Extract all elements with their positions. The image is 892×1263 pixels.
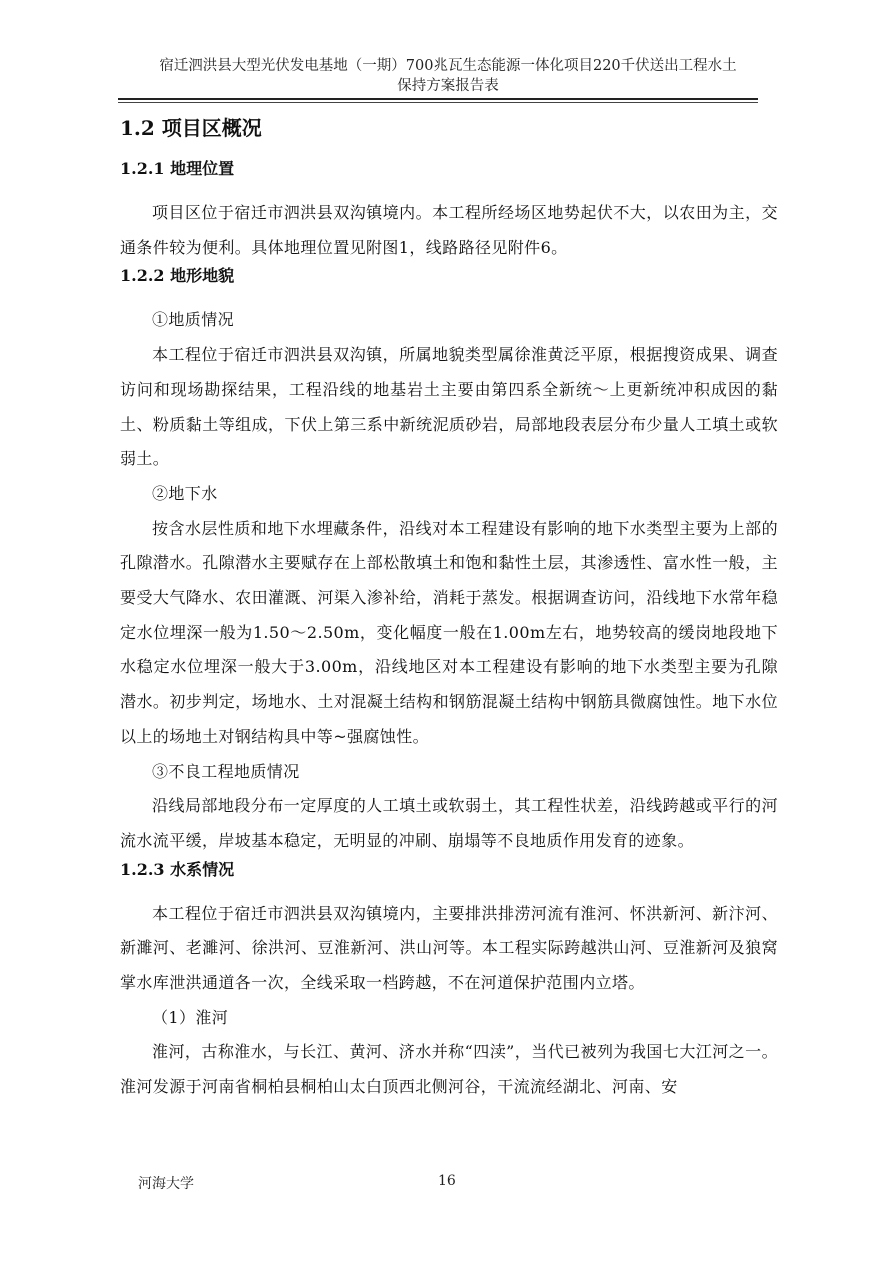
running-header-line-1: 宿迁泗洪县大型光伏发电基地（一期）700兆瓦生态能源一体化项目220千伏送出工程水土 bbox=[159, 58, 737, 74]
paragraph-location: 项目区位于宿迁市泗洪县双沟镇境内。本工程所经场区地势起伏不大，以农田为主，交通条件较为便利。具体地理位置见附图1，线路路径见附件6。 bbox=[120, 203, 778, 257]
subsection-title-location: 1.2.1 地理位置 bbox=[120, 159, 235, 178]
body-content bbox=[120, 110, 778, 1105]
item-huai-river: （1）淮河 bbox=[152, 1007, 229, 1027]
item-groundwater: ②地下水 bbox=[152, 483, 218, 503]
paragraph-geology: 本工程位于宿迁市泗洪县双沟镇，所属地貌类型属徐淮黄泛平原，根据搜资成果、调查访问和现场勘探结果，工程沿线的地基岩土主要由第四系全新统～上更新统冲积成因的黏土、粉质黏土等组成，下伏上第三系中新统泥质砂岩，局部地段表层分布少量人工填土或软弱土。 bbox=[120, 345, 778, 469]
subsection-title-water-system: 1.2.3 水系情况 bbox=[120, 859, 235, 879]
running-header bbox=[118, 56, 778, 96]
section-title: 1.2 项目区概况 bbox=[120, 116, 262, 140]
paragraph-groundwater: 按含水层性质和地下水埋藏条件，沿线对本工程建设有影响的地下水类型主要为上部的孔隙潜水。孔隙潜水主要赋存在上部松散填土和饱和黏性土层，其渗透性、富水性一般，主要受大气降水、农田灌溉、河渠入渗补给，消耗于蒸发。根据调查访问，沿线地下水常年稳定水位埋深一般为1.50～2.50m，变化幅度一般在1.00m左右，地势较高的缓岗地段地下水稳定水位埋深一般大于3.00m，沿线地区对本工程建设有影响的地下水类型主要为孔隙潜水。初步判定，场地水、土对混凝土结构和钢筋混凝土结构中钢筋具微腐蚀性。地下水位以上的场地土对钢结构具中等~强腐蚀性。 bbox=[120, 518, 778, 746]
footer-organization: 河海大学 bbox=[138, 1176, 194, 1192]
running-header-line-2: 保持方案报告表 bbox=[397, 78, 499, 94]
item-adverse-geology: ③不良工程地质情况 bbox=[152, 761, 300, 781]
subsection-title-terrain: 1.2.2 地形地貌 bbox=[120, 266, 235, 286]
footer-page-number: 16 bbox=[438, 1173, 456, 1189]
paragraph-adverse-geology: 沿线局部地段分布一定厚度的人工填土或软弱土，其工程性状差，沿线跨越或平行的河流水流平缓，岸坡基本稳定，无明显的冲刷、崩塌等不良地质作用发育的迹象。 bbox=[120, 796, 778, 850]
header-rule-thin bbox=[118, 102, 758, 103]
paragraph-water-system: 本工程位于宿迁市泗洪县双沟镇境内，主要排洪排涝河流有淮河、怀洪新河、新汴河、新濉河、老濉河、徐洪河、豆淮新河、洪山河等。本工程实际跨越洪山河、豆淮新河及狼窝掌水库泄洪通道各一次，全线采取一档跨越，不在河道保护范围内立塔。 bbox=[120, 903, 778, 993]
item-geology: ①地质情况 bbox=[152, 310, 235, 330]
paragraph-huai-river: 淮河，古称淮水，与长江、黄河、济水并称“四渎”，当代已被列为我国七大江河之一。淮河发源于河南省桐柏县桐柏山太白顶西北侧河谷，干流流经湖北、河南、安 bbox=[120, 1042, 778, 1097]
header-rule-thick bbox=[118, 98, 758, 100]
